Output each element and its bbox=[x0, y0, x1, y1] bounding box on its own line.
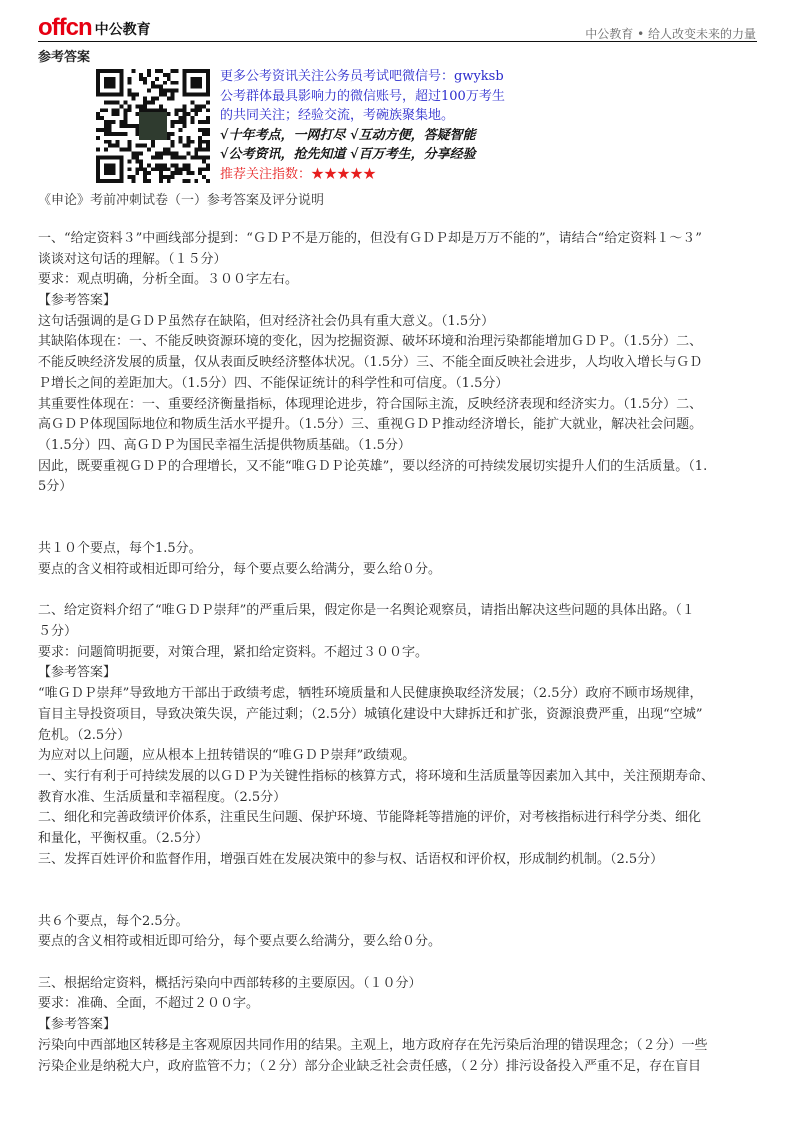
text-line: 二、细化和完善政绩评价体系，注重民生问题、保护环境、节能降耗等措施的评价，对考核指标进行科学分类、细化 bbox=[38, 810, 702, 826]
text-line: 【参考答案】 bbox=[38, 1017, 117, 1033]
rating-label: 推荐关注指数： bbox=[220, 166, 312, 182]
text-line: 5分） bbox=[38, 479, 73, 495]
text-line: （1.5分）四、高ＧＤＰ为国民幸福生活提供物质基础。（1.5分） bbox=[38, 437, 411, 453]
document-title: 《申论》考前冲刺试卷（一）参考答案及评分说明 bbox=[38, 193, 325, 208]
text-line bbox=[38, 953, 760, 974]
text-line: 三、根据给定资料，概括污染向中西部转移的主要原因。（１０分） bbox=[38, 975, 422, 991]
promo-line: 公考群体最具影响力的微信账号，超过100万考生 bbox=[220, 88, 505, 104]
promo-line: 更多公考资讯关注公务员考试吧微信号：gwyksb bbox=[220, 69, 504, 84]
text-line: 和量化，平衡权重。（2.5分） bbox=[38, 830, 209, 846]
section-heading: 参考答案 bbox=[38, 50, 91, 65]
header-rule bbox=[38, 41, 757, 42]
text-line: 要点的含义相符或相近即可给分，每个要点要么给满分，要么给０分。 bbox=[38, 562, 442, 577]
text-line: 一、实行有利于可持续发展的以ＧＤＰ为关键性指标的核算方式，将环境和生活质量等因素加入其中，关注预期寿命、 bbox=[38, 768, 715, 784]
text-line: 要求：观点明确，分析全面。３００字左右。 bbox=[38, 272, 299, 288]
text-line: 共１０个要点，每个1.5分。 bbox=[38, 541, 202, 557]
text-line: 不能反映经济发展的质量，仅从表面反映经济整体状况。（1.5分）三、不能全面反映社会进步，人均收入增长与ＧＤ bbox=[38, 355, 703, 371]
rating-line bbox=[220, 165, 505, 185]
text-line bbox=[38, 870, 760, 891]
promo-line: 的共同关注；经验交流，考碗族聚集地。 bbox=[220, 108, 455, 123]
text-line: 这句话强调的是ＧＤＰ虽然存在缺陷，但对经济社会仍具有重大意义。（1.5分） bbox=[38, 313, 495, 329]
text-line: “唯ＧＤＰ崇拜”导致地方干部出于政绩考虑，牺牲环境质量和人民健康换取经济发展；（2.5分）政府不顾市场规律， bbox=[38, 686, 703, 702]
document-body bbox=[38, 229, 760, 1077]
promo-line: √公考资讯，抢先知道 √百万考生，分享经验 bbox=[220, 147, 476, 162]
text-line: 其缺陷体现在：一、不能反映资源环境的变化，因为挖掘资源、破坏环境和治理污染都能增加ＧＤＰ。（1.5分）二、 bbox=[38, 334, 703, 350]
text-line bbox=[38, 581, 760, 602]
logo-brand: offcn bbox=[38, 14, 92, 41]
text-line: 危机。（2.5分） bbox=[38, 727, 131, 743]
promo-block bbox=[220, 67, 505, 184]
offcn-logo bbox=[38, 14, 151, 40]
text-line: 其重要性体现在：一、重要经济衡量指标，体现理论进步，符合国际主流，反映经济表现和经济实力。（1.5分）二、 bbox=[38, 396, 703, 412]
text-line: 【参考答案】 bbox=[38, 293, 117, 309]
promo-line: √十年考点，一网打尽 √互动方便，答疑智能 bbox=[220, 127, 476, 143]
text-line: 一、“给定资料３”中画线部分提到：“ＧＤＰ不是万能的，但没有ＧＤＰ却是万万不能的”，请结合“给定资料１～３” bbox=[38, 231, 702, 246]
text-line: 因此，既要重视ＧＤＰ的合理增长，又不能“唯ＧＤＰ论英雄”，要以经济的可持续发展切实提升人们的生活质量。（1. bbox=[38, 458, 708, 474]
text-line bbox=[38, 891, 760, 912]
header-slogan: 中公教育 • 给人改变未来的力量 bbox=[585, 27, 756, 41]
text-line: 要点的含义相符或相近即可给分，每个要点要么给满分，要么给０分。 bbox=[38, 934, 442, 950]
text-line bbox=[38, 519, 760, 540]
text-line: 高ＧＤＰ体现国际地位和物质生活水平提升。（1.5分）三、重视ＧＤＰ推动经济增长，能扩大就业，解决社会问题。 bbox=[38, 417, 703, 433]
text-line: 二、给定资料介绍了“唯ＧＤＰ崇拜”的严重后果，假定你是一名舆论观察员，请指出解决这些问题的具体出路。（１ bbox=[38, 603, 695, 619]
text-line: 【参考答案】 bbox=[38, 665, 117, 681]
text-line: 污染企业是纳税大户，政府监管不力；（２分）部分企业缺乏社会责任感，（２分）排污设备投入严重不足，存在盲目 bbox=[38, 1058, 702, 1074]
text-line bbox=[38, 498, 760, 519]
text-line: 共６个要点，每个2.5分。 bbox=[38, 913, 189, 929]
text-line: 三、发挥百姓评价和监督作用，增强百姓在发展决策中的参与权、话语权和评价权，形成制约机制。（2.5分） bbox=[38, 851, 664, 867]
text-line: 要求：准确、全面，不超过２００字。 bbox=[38, 996, 260, 1012]
text-line: ５分） bbox=[38, 624, 78, 640]
text-line: 盲目主导投资项目，导致决策失误，产能过剩；（2.5分）城镇化建设中大肆拆迁和扩张，资源浪费严重，出现“空城” bbox=[38, 706, 703, 722]
text-line: 污染向中西部地区转移是主客观原因共同作用的结果。主观上，地方政府存在先污染后治理的错误理念；（２分）一些 bbox=[38, 1037, 708, 1053]
logo-cn: 中公教育 bbox=[94, 22, 151, 38]
text-line: 谈谈对这句话的理解。（１５分） bbox=[38, 251, 227, 267]
qr-code-image bbox=[96, 68, 210, 184]
text-line: Ｐ增长之间的差距加大。（1.5分）四、不能保证统计的科学性和可信度。（1.5分） bbox=[38, 375, 509, 391]
text-line: 要求：问题简明扼要，对策合理，紧扣给定资料。不超过３００字。 bbox=[38, 644, 429, 660]
text-line: 为应对以上问题，应从根本上扭转错误的“唯ＧＤＰ崇拜”政绩观。 bbox=[38, 748, 416, 764]
rating-stars: ★★★★★ bbox=[311, 166, 377, 182]
text-line: 教育水准、生活质量和幸福程度。（2.5分） bbox=[38, 789, 287, 805]
